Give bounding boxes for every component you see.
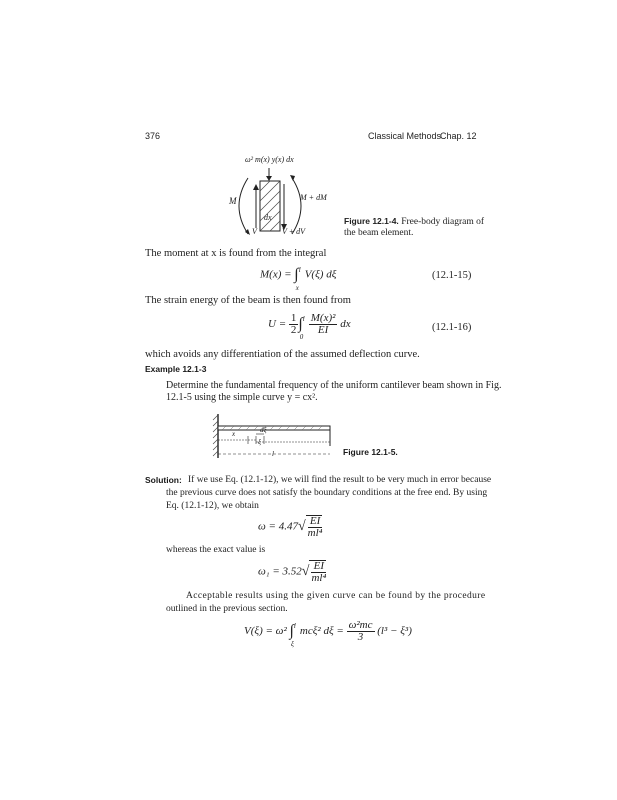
eq1-lower: x bbox=[295, 283, 299, 292]
load-label: ω² m(x) y(x) dx bbox=[245, 155, 294, 164]
left-moment-arrow bbox=[239, 178, 248, 234]
x-label: x bbox=[232, 430, 236, 438]
eq1-upper: l bbox=[298, 265, 301, 274]
solution-line-1: If we use Eq. (12.1-12), we will find the result to be very much in error because bbox=[188, 475, 492, 485]
solution-label: Solution: bbox=[145, 475, 182, 485]
left-shear-label: V bbox=[252, 227, 257, 236]
section-title: Classical Methods bbox=[368, 131, 442, 141]
page-number: 376 bbox=[145, 131, 161, 141]
eq1-number: (12.1-15) bbox=[432, 270, 472, 281]
paragraph-avoids: which avoids any differentiation of the assumed deflection curve. bbox=[145, 349, 420, 360]
eq-b-lhs: ω₁ = 3.52 bbox=[258, 565, 302, 578]
chapter-label: Chap. 12 bbox=[440, 131, 477, 141]
eq-b-den: ml⁴ bbox=[311, 572, 327, 584]
eq2-tail: dx bbox=[337, 318, 351, 331]
eq-c-mid: mcξ² dξ = bbox=[299, 625, 347, 638]
acceptable-line-1: Acceptable results using the given curve can be found by the procedure bbox=[186, 591, 486, 601]
eq1-integrand: V(ξ) dξ bbox=[304, 268, 337, 281]
whereas-line: whereas the exact value is bbox=[166, 545, 266, 555]
eq2-lhs: U = bbox=[268, 318, 289, 331]
wall-hatch bbox=[213, 415, 218, 456]
example-line-1: Determine the fundamental frequency of the uniform cantilever beam shown in Fig. bbox=[166, 380, 502, 391]
eq-c-tail: (l³ − ξ³) bbox=[374, 625, 412, 638]
right-moment-label: M + dM bbox=[300, 193, 327, 202]
acceptable-line-2: outlined in the previous section. bbox=[166, 604, 288, 614]
eq-c-lower: ξ bbox=[290, 640, 294, 649]
figure-caption-12-1-5: Figure 12.1-5. bbox=[343, 447, 398, 457]
xi-label: ξ bbox=[258, 438, 261, 446]
solution-line-3: Eq. (12.1-12), we obtain bbox=[166, 501, 259, 511]
eq2-frac-den: EI bbox=[317, 324, 329, 336]
paragraph-strain-energy: The strain energy of the beam is then found from bbox=[145, 295, 351, 306]
cantilever-figure bbox=[212, 412, 338, 464]
eq2-coef-num: 1 bbox=[290, 312, 297, 324]
dxi-label: dξ bbox=[260, 426, 267, 434]
right-shear-label: V + dV bbox=[282, 227, 306, 236]
example-line-2: 12.1-5 using the simple curve y = cx². bbox=[166, 392, 318, 403]
right-moment-arrow bbox=[292, 178, 301, 234]
equation-omega-exact: ω₁ = 3.52√ $\frac{EI}{\text{ml⁴}}$ bbox=[258, 560, 327, 584]
dx-label: dx bbox=[264, 213, 272, 222]
free-body-diagram bbox=[220, 166, 330, 246]
eq2-coef-den: 2 bbox=[290, 324, 297, 336]
eq-c-frac-den: 3 bbox=[357, 631, 364, 643]
equation-omega-approx: ω = 4.47√ $\frac{EI}{\text{ml⁴}}$ bbox=[258, 515, 323, 539]
eq2-frac-num: M(x)² bbox=[310, 312, 336, 324]
eq2-number: (12.1-16) bbox=[432, 322, 472, 333]
figure-caption-text: Free-body diagram of the beam element. bbox=[344, 217, 485, 238]
eq2-lower: 0 bbox=[299, 333, 304, 342]
load-arrowhead bbox=[266, 176, 272, 181]
eq-a-num: EI bbox=[308, 516, 323, 528]
example-title: Example 12.1-3 bbox=[145, 364, 207, 374]
eq-c-frac-num: ω²mc bbox=[348, 619, 373, 631]
eq1-lhs: M(x) = bbox=[260, 268, 295, 281]
eq-c-lhs: V(ξ) = ω² bbox=[244, 625, 290, 638]
figure-caption-label: Figure 12.1-4. bbox=[344, 216, 399, 226]
left-moment-label: M bbox=[229, 196, 237, 206]
eq-a-lhs: ω = 4.47 bbox=[258, 520, 298, 533]
equation-shear bbox=[244, 619, 412, 649]
eq-c-upper: l bbox=[293, 622, 296, 631]
solution-line-2: the previous curve does not satisfy the boundary conditions at the free end. By using bbox=[166, 488, 488, 498]
paragraph-moment: The moment at x is found from the integral bbox=[145, 248, 327, 259]
equation-12-1-16 bbox=[268, 312, 351, 342]
eq-b-num: EI bbox=[311, 561, 326, 573]
eq-a-den: ml⁴ bbox=[307, 527, 323, 539]
eq2-upper: l bbox=[302, 315, 305, 324]
integral-sign-icon: ∫ bbox=[289, 622, 294, 640]
integral-sign-icon: ∫ bbox=[298, 315, 303, 333]
l-label: l bbox=[272, 450, 274, 458]
figure-caption-12-1-4 bbox=[344, 216, 494, 239]
integral-sign-icon: ∫ bbox=[294, 266, 299, 283]
beam-element bbox=[260, 181, 280, 231]
equation-12-1-15 bbox=[260, 265, 337, 292]
